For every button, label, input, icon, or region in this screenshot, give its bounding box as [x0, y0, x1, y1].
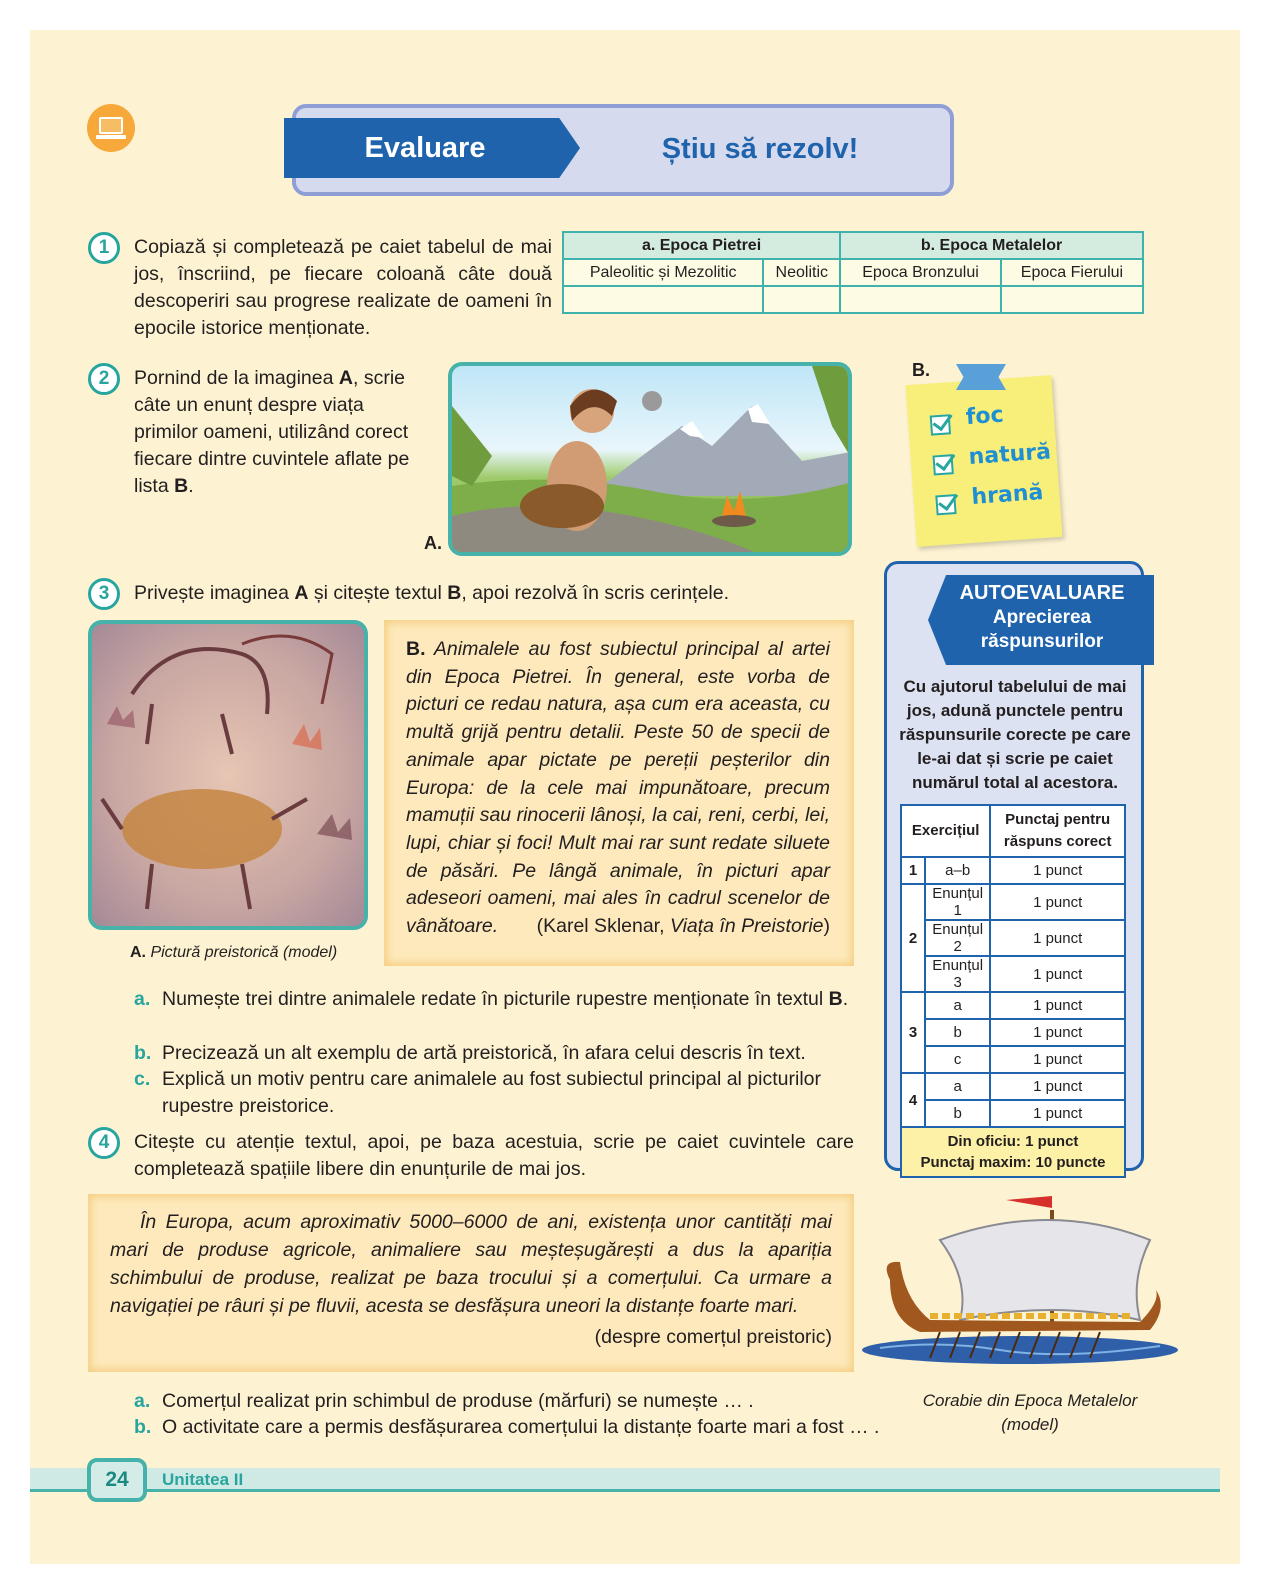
task-4b-text: O activitate care a permis desfășurarea comerțului la distanțe foarte mari a fost … . — [162, 1416, 880, 1438]
scoring-item: Enunțul 1 — [925, 884, 990, 920]
scoring-points: 1 punct — [990, 992, 1125, 1019]
commerce-paragraph: În Europa, acum aproximativ 5000–6000 de ani, existența unor cantități mai mari de produse agricole, animaliere sau meșteșugărești a dus la apariția schimbului de produse, realizat pe baza trocului și a comerțului. Ca urmare a navigației pe râuri și pe fluvii, acesta se desfășura uneori la distanțe foarte mari. — [110, 1211, 832, 1317]
question-number-4: 4 — [88, 1127, 120, 1159]
note-word-3: hrană — [970, 479, 1045, 510]
ship-caption — [920, 1389, 1140, 1437]
question-number-1: 1 — [88, 232, 120, 264]
scoring-points: 1 punct — [990, 956, 1125, 992]
note-word-2: natură — [967, 439, 1052, 471]
caption-text: Pictură preistorică (model) — [150, 944, 338, 961]
text-part: Pornind de la imaginea — [134, 367, 339, 389]
citation-end: ) — [823, 915, 830, 938]
table-col-neolithic: Neolitic — [763, 259, 840, 286]
task-4a-label: a. — [134, 1390, 151, 1412]
scoring-points: 1 punct — [990, 1019, 1125, 1046]
scoring-item: a — [925, 992, 990, 1019]
question-number-3: 3 — [88, 578, 120, 610]
scoring-ex-number: 4 — [901, 1073, 925, 1127]
caption-label: A. — [130, 944, 146, 961]
task-3b-text: Precizează un alt exemplu de artă preistorică, în afara celui descris în text. — [162, 1042, 806, 1064]
computer-icon — [87, 104, 135, 152]
source-text-b — [384, 620, 854, 966]
task-4a-text: Comerțul realizat prin schimbul de produse (mărfuri) se numește … . — [162, 1390, 754, 1412]
question-4-text: Citește cu atenție textul, apoi, pe baza acestuia, scrie pe caiet cuvintele care completează spațiile libere din enunțurile de mai jos. — [134, 1131, 854, 1180]
text-bold: B — [174, 475, 189, 497]
scoring-points: 1 punct — [990, 857, 1125, 884]
scoring-item: b — [925, 1019, 990, 1046]
text-part: . — [188, 475, 194, 497]
table-col-paleolithic: Paleolitic și Mezolitic — [563, 259, 763, 286]
cave-painting-illustration — [88, 620, 368, 930]
scoring-points: 1 punct — [990, 920, 1125, 956]
scoring-ex-number: 3 — [901, 992, 925, 1073]
citation-book: Viața în Preistorie — [669, 915, 824, 938]
scoring-item: Enunțul 3 — [925, 956, 990, 992]
task-end: . — [842, 988, 849, 1010]
scoring-footer — [901, 1127, 1125, 1177]
task-3b-label: b. — [134, 1042, 152, 1064]
task-text: Numește trei dintre animalele redate în picturile rupestre menționate în textul — [162, 988, 829, 1010]
cave-painting-svg — [92, 624, 364, 926]
page-subtitle: Știu să rezolv! — [661, 133, 859, 165]
scoring-table — [900, 804, 1126, 1178]
source-text-commerce — [88, 1194, 854, 1372]
scoring-item: b — [925, 1100, 990, 1127]
task-bold: B — [828, 988, 843, 1010]
self-assessment-subtitle — [940, 606, 1144, 654]
scoring-item: Enunțul 2 — [925, 920, 990, 956]
scoring-points: 1 punct — [990, 1073, 1125, 1100]
self-assessment-title: AUTOEVALUARE — [959, 582, 1125, 604]
table-col-iron: Epoca Fierului — [1001, 259, 1143, 286]
scoring-item: c — [925, 1046, 990, 1073]
text-bold: A — [338, 367, 353, 389]
check-icon — [930, 414, 951, 435]
eras-table — [562, 231, 1144, 314]
self-assessment-description: Cu ajutorul tabelului de mai jos, adună punctele pentru răspunsurile corecte pe care le-ai dat și scrie pe caiet numărul total al acestora. — [899, 677, 1131, 792]
ship-svg — [860, 1190, 1180, 1380]
text-part: Privește imaginea — [134, 582, 295, 604]
task-4b-label: b. — [134, 1416, 152, 1438]
scoring-header-points: Punctaj pentru răspuns corect — [990, 805, 1125, 857]
table-col-bronze: Epoca Bronzului — [840, 259, 1001, 286]
scoring-points: 1 punct — [990, 1046, 1125, 1073]
text-part: , apoi rezolvă în scris cerințele. — [461, 582, 730, 604]
source-paragraph — [406, 636, 830, 941]
question-2-text — [134, 365, 426, 500]
check-icon — [935, 494, 956, 515]
page-title: Evaluare — [364, 132, 486, 164]
unit-label: Unitatea II — [162, 1470, 244, 1489]
source-body: Animalele au fost subiectul principal al artei din Epoca Pietrei. În general, este vorba de picturi ce redau natura, așa cum era aceasta, cu multă grijă pentru detalii. Peste 50 de specii de animale apar pictate pe pereții peșterilor din Europa: de la cele mai impunătoare, precum mamuții sau rinocerii lânoși, la cai, reni, cerbi, lei, lupi, chiar și foci! Mult mai rar sunt redate siluete de păsări. Pe lângă animale, în picturi apar adeseori oameni, mai ales în cadrul scenelor de vânătoare. — [406, 638, 830, 938]
ship-caption-line-2: (model) — [1001, 1415, 1059, 1434]
table-cell-empty — [563, 286, 763, 313]
scoring-footer-line-2: Punctaj maxim: 10 puncte — [920, 1154, 1106, 1171]
scoring-ex-number: 1 — [901, 857, 925, 884]
task-label: a. — [134, 988, 151, 1010]
scoring-item: a–b — [925, 857, 990, 884]
subtitle-line-1: Aprecierea — [992, 607, 1092, 628]
note-tape — [956, 364, 1006, 390]
check-icon — [932, 454, 953, 475]
scoring-ex-number: 2 — [901, 884, 925, 992]
scoring-points: 1 punct — [990, 884, 1125, 920]
ship-illustration — [860, 1190, 1180, 1380]
subtitle-line-2: răspunsurilor — [980, 631, 1104, 652]
text-part: și citește textul — [308, 582, 448, 604]
text-bold: A — [294, 582, 309, 604]
page-number: 24 — [87, 1458, 147, 1502]
task-3c-label: c. — [134, 1068, 151, 1090]
task-3a-text — [162, 986, 854, 1013]
caveman-illustration — [448, 362, 852, 556]
question-1-text: Copiază și completează pe caiet tabelul de mai jos, înscriind, pe fiecare coloană câte două descoperiri sau progrese realizate de oameni în epocile istorice menționate. — [134, 236, 552, 339]
image-label-a: A. — [424, 533, 442, 553]
ship-caption-line-1: Corabie din Epoca Metalelor — [922, 1391, 1138, 1410]
list-label-b: B. — [912, 360, 930, 380]
note-word-1: foc — [965, 402, 1005, 431]
text-part: , scrie câte un enunț despre viața primilor oameni, utilizând corect fiecare dintre cuvintele aflate pe lista — [134, 367, 410, 497]
table-cell-empty — [1001, 286, 1143, 313]
commerce-source-ref: (despre comerțul preistoric) — [594, 1326, 832, 1348]
table-header-stone-age: a. Epoca Pietrei — [563, 232, 840, 259]
table-cell-empty — [763, 286, 840, 313]
scoring-header-exercise: Exercițiul — [901, 805, 990, 857]
word-list-note — [906, 375, 1063, 547]
scoring-points: 1 punct — [990, 1100, 1125, 1127]
citation-author: (Karel Sklenar, — [536, 915, 670, 938]
caveman-scene-svg — [452, 366, 852, 556]
text-bold: B — [447, 582, 462, 604]
task-3c-text: Explică un motiv pentru care animalele au fost subiectul principal al picturilor rupestre preistorice. — [162, 1068, 821, 1117]
source-citation — [537, 913, 830, 941]
question-number-2: 2 — [88, 363, 120, 395]
table-cell-empty — [840, 286, 1001, 313]
cave-painting-caption — [130, 944, 337, 962]
source-label: B. — [406, 638, 426, 660]
scoring-item: a — [925, 1073, 990, 1100]
scoring-footer-line-1: Din oficiu: 1 punct — [947, 1133, 1079, 1150]
table-header-metal-age: b. Epoca Metalelor — [840, 232, 1143, 259]
question-3-text — [134, 580, 854, 607]
